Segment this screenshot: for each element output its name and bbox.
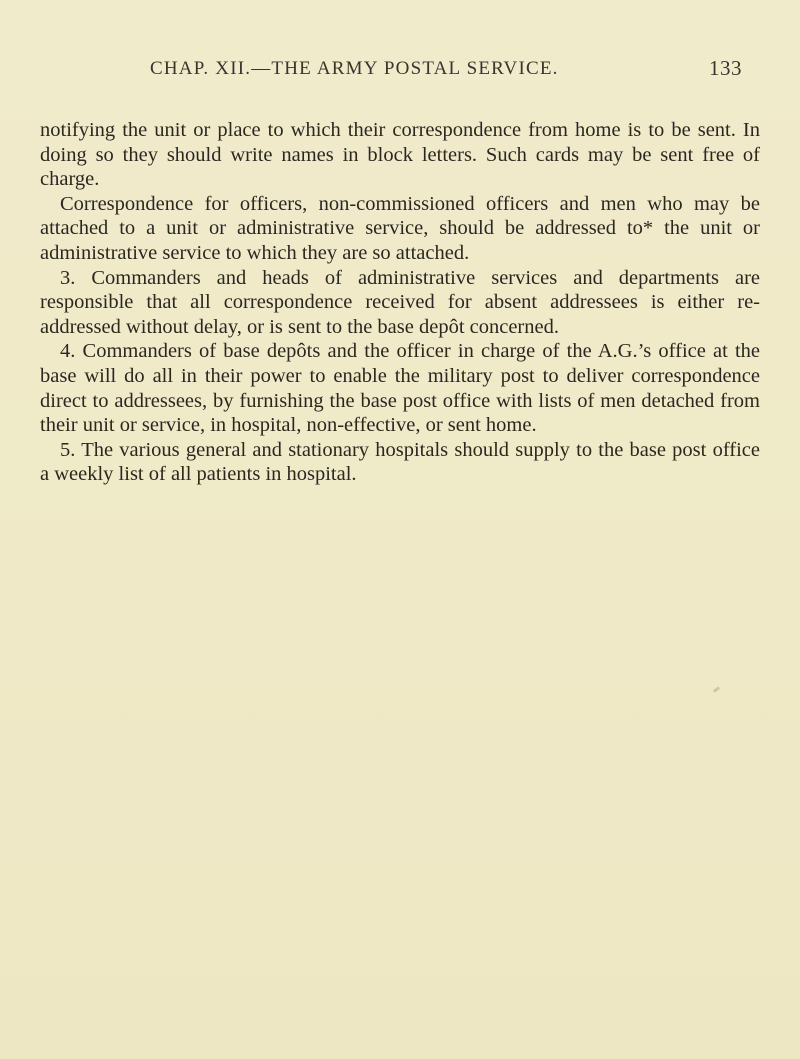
paragraph-5: 5. The various general and stationary hospitals should supply to the base post office a weekly list of all patients in hospital. [40, 438, 760, 486]
body-text [40, 118, 760, 487]
running-title: CHAP. XII.—THE ARMY POSTAL SERVICE. [150, 58, 559, 79]
paragraph-4: 4. Commanders of base depôts and the officer in charge of the A.G.’s office at the base will do all in their power to enable the military post to deliver correspondence direct to addressees, by furnishing the base post office with lists of men detached from their unit or service, in hospital, non-effective, or sent home. [40, 340, 760, 437]
paragraph-attached-correspondence: Correspondence for officers, non-commissioned officers and men who may be attached to a unit or administrative service, should be addressed to* the unit or administrative service to which they are so attached. [40, 192, 760, 264]
paper-speck [713, 686, 720, 692]
paragraph-continuation: notifying the unit or place to which their correspondence from home is to be sent. In doing so they should write names in block letters. Such cards may be sent free of charge. [40, 119, 760, 191]
paragraph-3: 3. Commanders and heads of administrative services and departments are responsible that all correspondence received for absent addressees is either re-addressed without delay, or is sent to the base depôt concerned. [40, 266, 760, 338]
running-head [150, 58, 750, 88]
page-number: 133 [709, 56, 742, 80]
